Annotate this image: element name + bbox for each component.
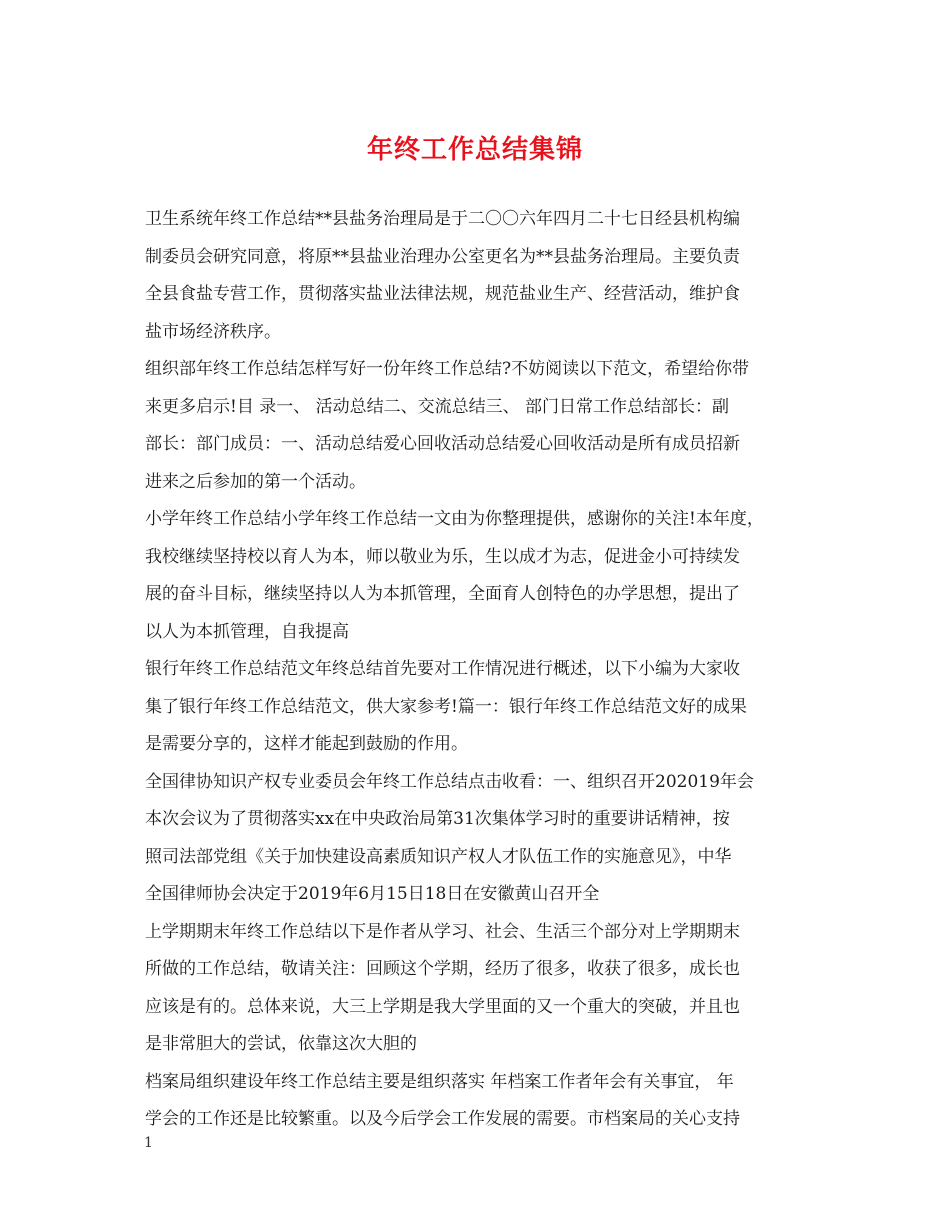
text-line: 档案局组织建设年终工作总结主要是组织落实 年档案工作者年会有关事宜， 年 bbox=[145, 1071, 734, 1092]
text-line: 应该是有的。总体来说，大三上学期是我大学里面的又一个重大的突破，并且也 bbox=[145, 996, 740, 1017]
text-line: 制委员会研究同意，将原**县盐业治理办公室更名为**县盐务治理局。主要负责 bbox=[145, 246, 740, 267]
text-line: 小学年终工作总结小学年终工作总结一文由为你整理提供，感谢你的关注!本年度， bbox=[145, 509, 764, 529]
text-line: 银行年终工作总结范文年终总结首先要对工作情况进行概述，以下小编为大家收 bbox=[145, 659, 740, 679]
text-line: 本次会议为了贯彻落实xx在中央政治局第31次集体学习时的重要讲话精神，按 bbox=[145, 809, 730, 829]
page-number: 1 bbox=[144, 1135, 153, 1151]
text-line: 集了银行年终工作总结范文，供大家参考!篇一：银行年终工作总结范文好的成果 bbox=[145, 696, 747, 717]
text-line: 以人为本抓管理，自我提高 bbox=[145, 621, 349, 642]
text-line: 是需要分享的，这样才能起到鼓励的作用。 bbox=[145, 734, 468, 754]
text-line: 展的奋斗目标，继续坚持以人为本抓管理，全面育人创特色的办学思想，提出了 bbox=[145, 584, 740, 604]
text-line: 是非常胆大的尝试，依靠这次大胆的 bbox=[145, 1034, 417, 1054]
text-line: 进来之后参加的第一个活动。 bbox=[145, 471, 366, 492]
text-line: 学会的工作还是比较繁重。以及今后学会工作发展的需要。市档案局的关心支持 bbox=[145, 1109, 740, 1129]
text-line: 来更多启示!目 录一、 活动总结二、交流总结三、 部门日常工作总结部长：副 bbox=[145, 396, 730, 417]
text-line: 全县食盐专营工作，贯彻落实盐业法律法规，规范盐业生产、经营活动，维护食 bbox=[145, 284, 740, 304]
page-title: 年终工作总结集锦 bbox=[366, 135, 583, 165]
text-line: 我校继续坚持校以育人为本，师以敬业为乐，生以成才为志，促进金小可持续发 bbox=[145, 546, 740, 567]
text-line: 卫生系统年终工作总结**县盐务治理局是于二〇〇六年四月二十七日经县机构编 bbox=[145, 209, 740, 229]
document-body bbox=[145, 201, 825, 1139]
text-line: 部长：部门成员：一、活动总结爱心回收活动总结爱心回收活动是所有成员招新 bbox=[145, 434, 740, 454]
text-line: 所做的工作总结，敬请关注：回顾这个学期，经历了很多，收获了很多，成长也 bbox=[145, 959, 740, 979]
text-line: 照司法部党组《关于加快建设高素质知识产权人才队伍工作的实施意见》，中华 bbox=[145, 846, 732, 867]
text-line: 上学期期末年终工作总结以下是作者从学习、社会、生活三个部分对上学期期末 bbox=[145, 921, 740, 942]
text-line: 盐市场经济秩序。 bbox=[145, 321, 281, 342]
text-line: 组织部年终工作总结怎样写好一份年终工作总结?不妨阅读以下范文，希望给你带 bbox=[145, 359, 750, 379]
text-line: 全国律协知识产权专业委员会年终工作总结点击收看：一、组织召开202019年会 bbox=[145, 771, 754, 792]
text-line: 全国律师协会决定于2019年6月15日18日在安徽黄山召开全 bbox=[145, 884, 600, 904]
